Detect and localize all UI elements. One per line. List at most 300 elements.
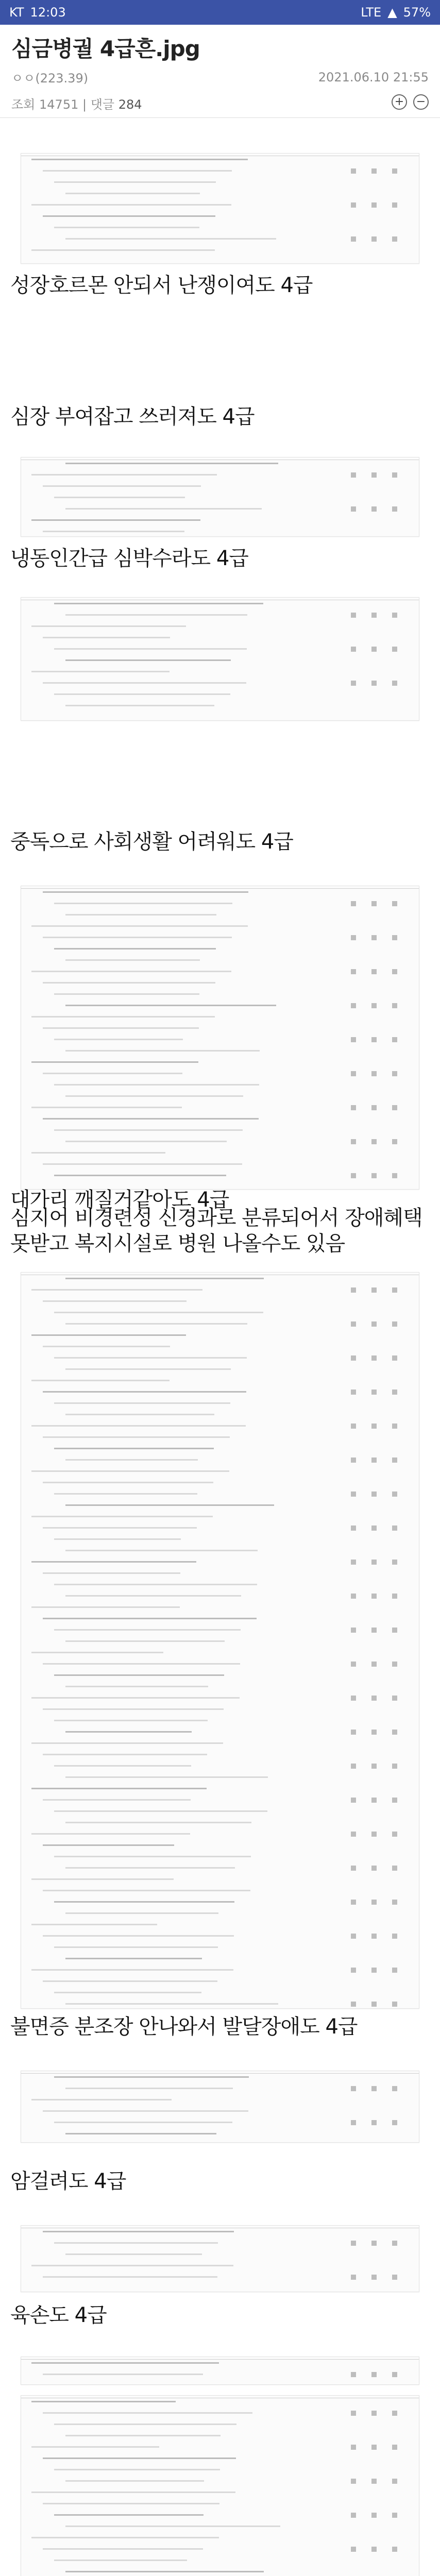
document-text-line <box>43 1754 207 1755</box>
document-text-line <box>54 1629 241 1631</box>
document-text-line <box>43 891 248 893</box>
document-text-line <box>31 1425 246 1427</box>
section-heading: 심장 부여잡고 쓰러져도 4급 <box>10 405 255 429</box>
grade-cell-mark <box>392 1173 397 1178</box>
grade-cell-mark <box>351 202 356 208</box>
document-text-line <box>31 204 231 206</box>
document-text-line <box>31 2401 176 2402</box>
grade-cell-mark <box>371 1968 377 1973</box>
document-text-line <box>65 2133 216 2134</box>
grade-cell-mark <box>351 1173 356 1178</box>
document-text-line <box>31 2362 219 2364</box>
views-count: 14751 <box>39 97 79 112</box>
section-heading: 육손도 4급 <box>10 2303 107 2327</box>
document-text-line <box>43 937 232 938</box>
document-text-line <box>43 1436 230 1438</box>
grade-cell-mark <box>392 506 397 512</box>
document-text-line <box>31 1334 186 1336</box>
section-heading-block <box>0 404 440 430</box>
document-text-line <box>54 1992 201 1993</box>
document-text-line <box>31 1470 229 1472</box>
grade-cell-mark <box>351 2120 356 2125</box>
document-text-line <box>54 2424 236 2425</box>
grade-cell-mark <box>392 1900 397 1905</box>
network-label: LTE <box>361 5 382 20</box>
grade-cell-mark <box>392 1423 397 1429</box>
grade-cell-mark <box>371 506 377 512</box>
document-text-line <box>65 2480 204 2482</box>
grade-cell-mark <box>392 2002 397 2007</box>
document-text-line <box>54 2469 220 2470</box>
section-heading: 암걸려도 4급 <box>10 2170 126 2193</box>
document-scan-image <box>21 2225 419 2292</box>
document-text-line <box>31 2099 172 2100</box>
document-text-line <box>54 2560 187 2561</box>
grade-cell-mark <box>371 1423 377 1429</box>
document-text-line <box>54 1312 263 1313</box>
grade-cell-mark <box>351 1560 356 1565</box>
document-text-line <box>65 705 214 706</box>
document-text-line <box>43 2231 234 2232</box>
document-text-line <box>65 914 216 916</box>
grade-cell-mark <box>351 168 356 174</box>
grade-cell-mark <box>351 1968 356 1973</box>
document-text-line <box>65 2003 278 2005</box>
grade-cell-mark <box>392 236 397 242</box>
document-text-line <box>43 1572 180 1574</box>
document-text-line <box>65 1640 225 1642</box>
document-text-line <box>65 2571 264 2572</box>
document-text-line <box>65 1595 241 1597</box>
document-text-line <box>65 1867 235 1869</box>
grade-cell-mark <box>392 1071 397 1076</box>
zoom-in-icon[interactable]: + <box>392 94 407 110</box>
document-text-line <box>31 671 170 672</box>
grade-cell-mark <box>351 1389 356 1395</box>
document-text-line <box>65 1686 208 1687</box>
grade-cell-mark <box>392 168 397 174</box>
document-text-line <box>43 215 215 217</box>
document-text-line <box>54 1856 251 1857</box>
section-heading-block <box>0 2168 440 2194</box>
section-heading-block <box>0 546 440 571</box>
document-text-line <box>65 2253 202 2255</box>
grade-cell-mark <box>351 1287 356 1293</box>
grade-cell-mark <box>392 935 397 940</box>
grade-cell-mark <box>371 2086 377 2091</box>
document-text-line <box>31 1878 174 1880</box>
document-text-line <box>54 227 199 228</box>
document-text-line <box>54 1357 247 1359</box>
carrier-label: KT <box>9 5 24 20</box>
document-text-line <box>54 2514 204 2516</box>
grade-cell-mark <box>392 1628 397 1633</box>
grade-cell-mark <box>371 1934 377 1939</box>
grade-cell-mark <box>392 681 397 686</box>
document-text-line <box>43 2458 236 2459</box>
grade-cell-mark <box>351 1105 356 1110</box>
grade-cell-mark <box>351 1321 356 1327</box>
grade-cell-mark <box>371 168 377 174</box>
document-text-line <box>65 1731 192 1733</box>
document-text-line <box>43 1618 257 1619</box>
grade-cell-mark <box>392 1662 397 1667</box>
grade-cell-mark <box>371 202 377 208</box>
document-text-line <box>65 238 276 240</box>
document-text-line <box>43 1980 217 1982</box>
grade-cell-mark <box>392 2086 397 2091</box>
document-scan-image <box>21 886 419 1190</box>
grade-cell-mark <box>351 969 356 974</box>
signal-icon: ▲ <box>387 5 397 20</box>
grade-cell-mark <box>351 1934 356 1939</box>
document-rule-line <box>21 888 419 889</box>
grade-cell-mark <box>371 1560 377 1565</box>
document-text-line <box>31 1516 213 1517</box>
grade-cell-mark <box>392 1321 397 1327</box>
grade-cell-mark <box>392 1594 397 1599</box>
zoom-out-icon[interactable]: − <box>413 94 429 110</box>
document-text-line <box>43 485 201 487</box>
comments-count[interactable]: 284 <box>118 97 142 112</box>
document-text-line <box>65 2526 280 2527</box>
grade-cell-mark <box>351 1628 356 1633</box>
document-text-line <box>31 1652 163 1653</box>
grade-cell-mark <box>371 2002 377 2007</box>
document-text-line <box>65 1095 243 1097</box>
grade-cell-mark <box>371 1492 377 1497</box>
document-text-line <box>54 948 216 950</box>
section-heading-block <box>0 273 440 298</box>
grade-cell-mark <box>392 1934 397 1939</box>
document-text-line <box>31 1833 190 1835</box>
document-text-line <box>65 1912 218 1914</box>
post-date: 2021.06.10 21:55 <box>318 70 429 84</box>
document-text-line <box>43 1890 250 1891</box>
document-text-line <box>31 925 248 927</box>
grade-cell-mark <box>351 2002 356 2007</box>
document-scan-image <box>21 457 419 537</box>
grade-cell-mark <box>351 1798 356 1803</box>
grade-cell-mark <box>392 969 397 974</box>
grade-cell-mark <box>392 1492 397 1497</box>
section-heading-block <box>0 2302 440 2328</box>
document-text-line <box>31 2265 233 2266</box>
grade-cell-mark <box>351 2445 356 2450</box>
document-text-line <box>31 1380 170 1381</box>
grade-cell-mark <box>392 1139 397 1144</box>
grade-cell-mark <box>371 2411 377 2416</box>
document-text-line <box>43 2374 203 2375</box>
document-text-line <box>65 614 247 616</box>
post-header <box>0 25 440 118</box>
grade-cell-mark <box>351 236 356 242</box>
grade-cell-mark <box>392 1458 397 1463</box>
grade-cell-mark <box>371 1355 377 1361</box>
grade-cell-mark <box>371 1526 377 1531</box>
grade-cell-mark <box>371 1071 377 1076</box>
grade-cell-mark <box>351 1003 356 1008</box>
document-text-line <box>43 1844 174 1846</box>
grade-cell-mark <box>351 472 356 478</box>
document-text-line <box>31 2446 159 2448</box>
section-heading: 성장호르몬 안되서 난쟁이여도 4급 <box>10 274 313 297</box>
document-text-line <box>65 1550 258 1551</box>
section-heading-block <box>0 1205 440 1257</box>
grade-cell-mark <box>392 2445 397 2450</box>
document-text-line <box>31 1152 165 1154</box>
grade-cell-mark <box>371 1900 377 1905</box>
grade-cell-mark <box>351 1730 356 1735</box>
document-text-line <box>43 1073 182 1074</box>
battery-label: 57% <box>403 5 431 20</box>
document-text-line <box>43 1527 197 1529</box>
document-text-line <box>65 1278 264 1279</box>
views-label: 조회 <box>11 97 36 112</box>
grade-cell-mark <box>392 2479 397 2484</box>
grade-cell-mark <box>351 647 356 652</box>
document-text-line <box>43 2412 252 2414</box>
document-text-line <box>31 1742 223 1744</box>
grade-cell-mark <box>371 1139 377 1144</box>
document-text-line <box>54 1901 234 1903</box>
grade-cell-mark <box>392 1968 397 1973</box>
grade-cell-mark <box>371 1628 377 1633</box>
grade-cell-mark <box>371 2275 377 2280</box>
grade-cell-mark <box>371 1458 377 1463</box>
grade-cell-mark <box>392 2275 397 2280</box>
grade-cell-mark <box>351 2411 356 2416</box>
comments-label: 댓글 <box>90 97 115 112</box>
grade-cell-mark <box>351 935 356 940</box>
document-text-line <box>65 1414 214 1415</box>
grade-cell-mark <box>371 613 377 618</box>
document-text-line <box>31 519 200 521</box>
document-text-line <box>54 648 247 650</box>
document-text-line <box>65 2088 233 2089</box>
document-scan-image <box>21 2357 419 2385</box>
document-text-line <box>65 1822 251 1823</box>
grade-cell-mark <box>371 2241 377 2246</box>
grade-cell-mark <box>392 647 397 652</box>
document-text-line <box>31 1061 198 1063</box>
grade-cell-mark <box>392 1832 397 1837</box>
document-text-line <box>31 1697 240 1699</box>
grade-cell-mark <box>371 1594 377 1599</box>
document-scan-image <box>21 2395 419 2576</box>
section-heading: 불면증 분조장 안나와서 발달장애도 4급 <box>10 2015 358 2039</box>
document-text-line <box>31 159 248 160</box>
document-text-line <box>65 659 231 661</box>
document-text-line <box>54 693 230 695</box>
grade-cell-mark <box>351 506 356 512</box>
grade-cell-mark <box>351 2241 356 2246</box>
grade-cell-mark <box>371 1866 377 1871</box>
document-text-line <box>43 170 232 172</box>
grade-cell-mark <box>392 1003 397 1008</box>
document-text-line <box>65 1005 276 1006</box>
grade-cell-mark <box>392 1526 397 1531</box>
document-rule-line <box>21 2073 419 2074</box>
document-text-line <box>54 1674 224 1676</box>
document-text-line <box>43 2276 217 2278</box>
grade-cell-mark <box>351 901 356 906</box>
grade-cell-mark <box>392 1866 397 1871</box>
section-heading-block <box>0 2014 440 2040</box>
grade-cell-mark <box>371 1696 377 1701</box>
document-text-line <box>65 1459 198 1461</box>
status-bar <box>0 0 440 25</box>
grade-cell-mark <box>392 2120 397 2125</box>
document-text-line <box>54 1810 267 1812</box>
document-text-line <box>31 1561 196 1563</box>
document-text-line <box>54 1402 230 1404</box>
document-text-line <box>43 1935 234 1937</box>
document-text-line <box>31 1788 207 1789</box>
grade-cell-mark <box>351 1764 356 1769</box>
grade-cell-mark <box>351 1037 356 1042</box>
document-text-line <box>43 682 246 684</box>
document-text-line <box>54 1493 197 1495</box>
grade-cell-mark <box>371 1730 377 1735</box>
document-text-line <box>31 971 231 972</box>
document-text-line <box>54 1584 257 1585</box>
grade-cell-mark <box>371 236 377 242</box>
document-text-line <box>43 1482 213 1483</box>
clock: 12:03 <box>30 5 66 20</box>
document-text-line <box>54 1765 191 1767</box>
document-text-line <box>43 1027 199 1029</box>
grade-cell-mark <box>371 969 377 974</box>
grade-cell-mark <box>351 1423 356 1429</box>
document-text-line <box>54 1084 259 1086</box>
grade-cell-mark <box>351 1832 356 1837</box>
grade-cell-mark <box>392 1037 397 1042</box>
grade-cell-mark <box>371 901 377 906</box>
document-text-line <box>54 1129 243 1131</box>
grade-cell-mark <box>371 2479 377 2484</box>
document-text-line <box>54 603 263 604</box>
document-text-line <box>54 181 216 183</box>
grade-cell-mark <box>371 681 377 686</box>
grade-cell-mark <box>351 1526 356 1531</box>
grade-cell-mark <box>351 613 356 618</box>
grade-cell-mark <box>371 1003 377 1008</box>
document-text-line <box>31 1289 202 1291</box>
document-text-line <box>65 1958 202 1959</box>
document-text-line <box>31 2492 235 2493</box>
grade-cell-mark <box>351 2086 356 2091</box>
grade-cell-mark <box>351 2513 356 2518</box>
section-heading: 냉동인간급 심박수라도 4급 <box>10 547 248 570</box>
grade-cell-mark <box>351 1139 356 1144</box>
grade-cell-mark <box>351 1492 356 1497</box>
document-text-line <box>31 2537 219 2538</box>
post-title: 심금병궐 4급흔.jpg <box>11 36 200 61</box>
grade-cell-mark <box>392 2547 397 2552</box>
document-text-line <box>31 249 215 251</box>
document-text-line <box>54 1538 181 1540</box>
grade-cell-mark <box>371 2513 377 2518</box>
document-text-line <box>43 1346 170 1347</box>
grade-cell-mark <box>351 2372 356 2377</box>
document-text-line <box>43 1799 191 1801</box>
document-text-line <box>54 1448 214 1449</box>
grade-cell-mark <box>371 1173 377 1178</box>
grade-cell-mark <box>392 1389 397 1395</box>
grade-cell-mark <box>371 1389 377 1395</box>
grade-cell-mark <box>392 2513 397 2518</box>
grade-cell-mark <box>371 2120 377 2125</box>
document-text-line <box>54 1946 218 1948</box>
document-text-line <box>31 1606 180 1608</box>
document-text-line <box>43 2548 203 2550</box>
document-text-line <box>54 903 232 904</box>
document-text-line <box>43 982 215 984</box>
document-text-line <box>65 1141 227 1142</box>
grade-cell-mark <box>392 1730 397 1735</box>
document-text-line <box>43 1391 246 1393</box>
document-text-line <box>31 625 186 627</box>
document-text-line <box>43 2110 248 2112</box>
grade-cell-mark <box>351 681 356 686</box>
grade-cell-mark <box>351 2547 356 2552</box>
document-text-line <box>54 497 185 498</box>
document-text-line <box>54 1720 208 1721</box>
grade-cell-mark <box>371 1037 377 1042</box>
document-text-line <box>31 1969 233 1971</box>
document-text-line <box>65 1504 274 1506</box>
document-scan-image <box>21 597 419 721</box>
grade-cell-mark <box>351 1900 356 1905</box>
document-text-line <box>65 193 200 194</box>
document-text-line <box>31 474 217 476</box>
document-text-line <box>43 1118 259 1120</box>
document-rule-line <box>21 2359 419 2360</box>
document-text-line <box>65 1323 247 1325</box>
grade-cell-mark <box>392 1105 397 1110</box>
grade-cell-mark <box>392 2372 397 2377</box>
document-text-line <box>65 1368 231 1370</box>
document-text-line <box>43 637 170 638</box>
grade-cell-mark <box>371 1287 377 1293</box>
grade-cell-mark <box>371 2445 377 2450</box>
grade-cell-mark <box>392 2411 397 2416</box>
section-heading: 중독으로 사회생활 어려워도 4급 <box>10 830 293 854</box>
author-masked[interactable]: ㅇㅇ(223.39) <box>11 71 89 86</box>
document-text-line <box>43 1300 187 1302</box>
document-text-line <box>65 1776 268 1778</box>
post-stats: 조회 14751 | 댓글 284 <box>11 97 142 112</box>
section-heading-block <box>0 829 440 855</box>
grade-cell-mark <box>392 1798 397 1803</box>
document-text-line <box>43 1163 242 1165</box>
grade-cell-mark <box>392 1560 397 1565</box>
grade-cell-mark <box>392 901 397 906</box>
grade-cell-mark <box>351 1071 356 1076</box>
grade-cell-mark <box>371 1798 377 1803</box>
grade-cell-mark <box>371 1832 377 1837</box>
grade-cell-mark <box>392 202 397 208</box>
document-text-line <box>54 1175 226 1176</box>
grade-cell-mark <box>371 2547 377 2552</box>
grade-cell-mark <box>371 472 377 478</box>
grade-cell-mark <box>392 472 397 478</box>
grade-cell-mark <box>392 1696 397 1701</box>
document-scan-image <box>21 153 419 264</box>
section-heading: 심지어 비경련성 신경과로 분류되어서 장애혜택 못받고 복지시설로 병원 나올수도 있음 <box>10 1206 422 1256</box>
document-text-line <box>31 1924 157 1925</box>
